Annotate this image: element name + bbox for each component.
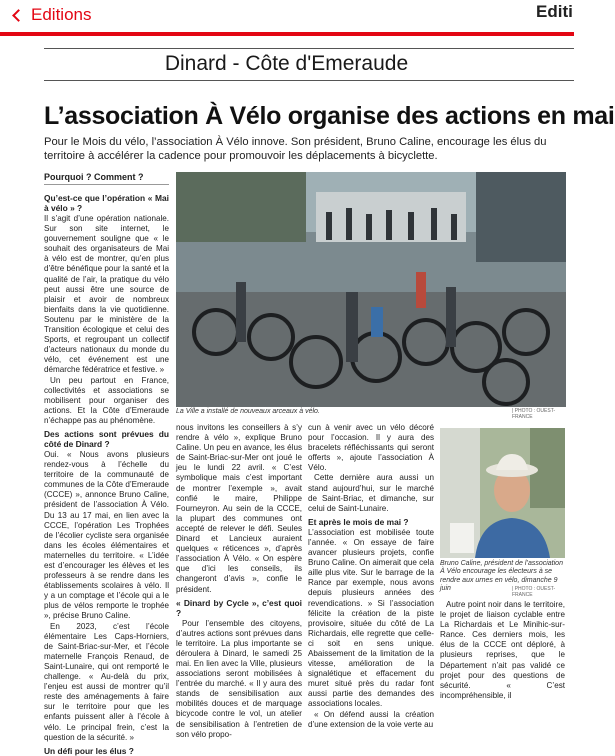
question-heading: Un défi pour les élus ?	[44, 745, 134, 756]
portrait-credit: | PHOTO : OUEST-FRANCE	[512, 586, 556, 598]
app-title: Editi	[536, 2, 573, 21]
question-heading: Qu’est-ce que l’opération « Mai à vélo » ?	[44, 193, 169, 213]
portrait-illustration	[440, 428, 565, 558]
article-lead: Pour le Mois du vélo, l’association À Vélo innove. Son président, Bruno Caline, encourage les élus du territoire à accélérer la cadence pour promouvoir les déplacements à bicyclette.	[44, 136, 547, 162]
back-button[interactable]	[8, 0, 91, 30]
portrait-caption: Bruno Caline, président de l’association À Vélo encourage les électeurs à se rendre aux urnes en vélo, dimanche 9 juin	[440, 560, 563, 593]
text-column-2	[176, 423, 302, 739]
paragraph: Cette dernière aura aussi un stand aujourd’hui, sur le marché de Saint-Briac, et dimanche, sur celui de Saint-Lunaire.	[308, 473, 434, 513]
paragraph: L’association est mobilisée toute l’année. « On essaye de faire avancer plusieurs projets, confie Bruno Caline. On aimerait que cela aille plus vite. Sur le barrage de la Rance par exemple, nous avons depuis plusieurs années des revendications. » Si l’association félicite la création de la piste provisoire, située du côté de La Richardais, elle regrette que celle-ci soit en sens unique. Abaissement de la limitation de la vitesse, amélioration de la signalétique et effacement du muret situé près du radar font aussi partie des demandes des associations locales.	[308, 527, 434, 709]
photo-credit: | PHOTO : OUEST-FRANCE	[512, 408, 556, 420]
text-column-3	[308, 423, 434, 729]
paragraph: Un peu partout en France, collectivités et associations se mobilisent pour organiser des actions. Et la Côte d’Emeraude n’échappe pas au phénomène.	[44, 375, 169, 425]
question-heading: Et après le mois de mai ?	[308, 516, 409, 527]
article-headline: L’association À Vélo organise des actions en mai	[44, 102, 615, 130]
bicycle-parking-photo	[176, 172, 566, 407]
sidebar-kicker: Pourquoi ? Comment ?	[44, 172, 169, 185]
paragraph: Autre point noir dans le territoire, le projet de liaison cyclable entre La Richardais et Le Minihic-sur-Rance. Ces derniers mois, les élus de la CCCE ont déploré, à plusieurs reprises, que le Département n’ait pas validé ce projet pour des questions de sécurité. « C’est incompréhensible, il	[440, 600, 565, 700]
paragraph: nous invitons les conseillers à s’y rendre à vélo », explique Bruno Caline. Un peu en avance, les élus de Saint-Briac-sur-Mer ont joué le jeu le lundi 22 avril. « C’est symbolique mais c’est important de montrer l’exemple », avait confié le maire, Philippe Fourneyron. Au sein de la CCCE, la plupart des communes ont accepté de relever le défi. Seules Dinard et Lancieux auraient quelques « réticences », d’après l’association À Vélo. « On espère que d’ici les conseils, ils changeront d’avis », confie le président.	[176, 423, 302, 594]
paragraph: Oui. « Nous avons plusieurs rendez-vous à l’échelle du territoire de la communauté de communes de la Côte d’Emeraude (CCCE) », annonce Bruno Caline, président de l’association À Vélo. Du 13 au 17 mai, en lien avec la CCCE, l’opération Les Trophées de l’écolier cycliste sera organisée dans les écoles élémentaires et maternelles du territoire. « L’idée est d’encourager les élèves et les professeurs à se rendre dans les établissements scolaires à vélo. Il y a un comptage et l’école qui a le plus de vélos remporte le trophée », précise Bruno Caline.	[44, 449, 169, 621]
question-heading: Des actions sont prévues du côté de Dinard ?	[44, 428, 169, 449]
text-column-4	[440, 600, 565, 700]
photo-caption: La Ville a installé de nouveaux arceaux à vélo.	[176, 408, 320, 415]
newspaper-page[interactable]	[0, 40, 615, 756]
paragraph: « On défend aussi la création d’une extension de la voie verte au	[308, 709, 434, 729]
paragraph: Pour l’ensemble des citoyens, d’autres actions sont prévues dans le territoire. La plus importante se déroulera à Dinard, le samedi 25 mai. En lien avec la Ville, plusieurs associations seront mobilisées à l’entrée du marché. « Il y aura des stands de sensibilisation aux mobilités douces et de marquage bicycode contre le vol, un atelier de sensibilisation à l’entretien de son vélo propo-	[176, 618, 302, 739]
section-bottom-rule	[44, 80, 574, 81]
section-top-rule	[44, 48, 574, 49]
paragraph: Il s’agit d’une opération nationale. Sur son site internet, le gouvernement souligne que « le souhait des organisateurs de Mai à vélo est de montrer, qu’en plus d’être bénéfique pour la santé et la qualité de l’air, la pratique du vélo peut aussi être une source de plaisir et avoir de nombreux bienfaits dans la vie quotidienne. Soutenu par le ministère de la Transition écologique et celui des Sports, et regroupant un collectif d’acteurs nationaux du monde du vélo, cet événement est une démarche fédératrice et festive. »	[44, 214, 169, 375]
question-heading: « Dinard by Cycle », c’est quoi ?	[176, 597, 302, 618]
app-top-bar	[0, 0, 574, 36]
paragraph: cun à venir avec un vélo décoré pour l’occasion. Il y aura des bracelets réfléchissants qui seront offerts », ajoute l’association À Vélo.	[308, 423, 434, 473]
paragraph: En 2023, c’est l’école élémentaire Les Caps-Horniers, de Saint-Briac-sur-Mer, et l’école maternelle François Renaud, de Saint-Lunaire, qui ont remporté le challenge. « Au-delà du prix, l’enjeu est aussi de montrer qu’il reste des aménagements à faire sur le territoire pour que les enfants puissent aller à l’école à vélo. Le principal frein, c’est la question de la sécurité. »	[44, 621, 169, 742]
back-label: Editions	[31, 5, 92, 24]
text-column-1	[44, 190, 169, 756]
section-title: Dinard - Côte d'Emeraude	[164, 52, 409, 75]
chevron-left-icon	[12, 9, 25, 22]
portrait-photo	[440, 428, 565, 558]
photo-illustration	[176, 172, 566, 407]
